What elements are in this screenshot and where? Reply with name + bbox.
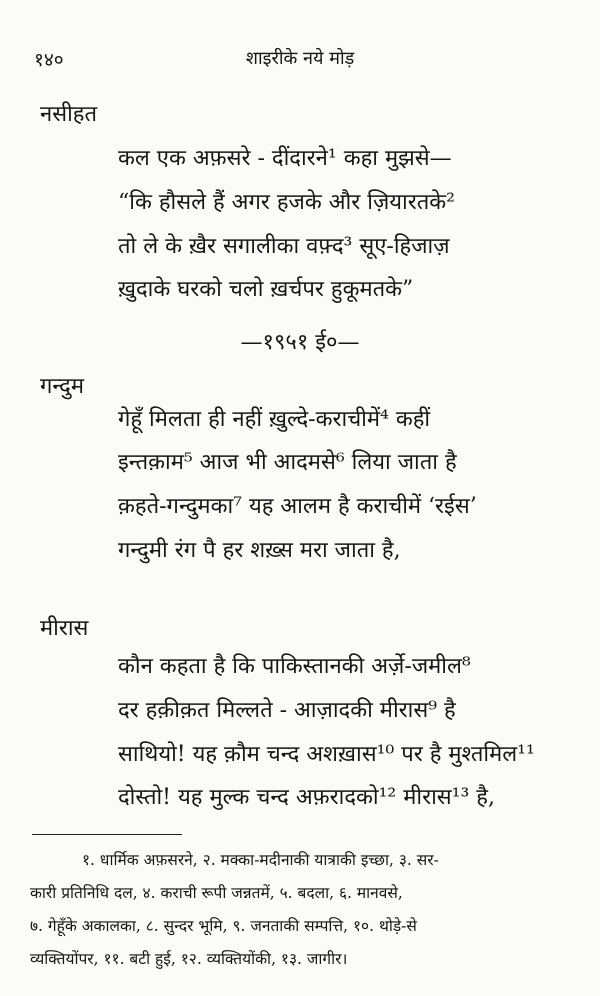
verse-line: ख़ुदाके घरको चलो ख़र्चपर हुकूमतके”	[118, 277, 414, 302]
verse-line: दोस्तो! यह मुल्क चन्द अफ़रादको¹² मीरास¹³ है,	[118, 785, 495, 810]
verse-line: दर हक़ीक़त मिल्लते - आज़ादकी मीरास⁹ है	[118, 698, 456, 723]
verse-line: गन्दुमी रंग पै हर शख़्स मरा जाता है,	[118, 538, 401, 563]
verse-line: इन्तक़ाम⁵ आज भी आदमसे⁶ लिया जाता है	[118, 450, 457, 475]
footnote-line: व्यक्तियोंपर, ११. बटी हुई, १२. व्यक्तियोंकी, १३. जागीर।	[30, 950, 348, 968]
verse-line: गेहूँ मिलता ही नहीं ख़ुल्दे-कराचीमें⁴ कहीं	[118, 407, 431, 432]
footnote-line: १. धार्मिक अफ़सरने, २. मक्का-मदीनाकी यात्राकी इच्छा, ३. सर-	[82, 851, 439, 869]
footnotes	[30, 844, 575, 976]
verse-line: साथियो! यह क़ौम चन्द अशख़ास¹⁰ पर है मुश्तमिल¹¹	[118, 742, 535, 767]
section-heading-gandum: गन्दुम	[40, 374, 85, 399]
footnote-line: ७. गेहूँके अकालका, ८. सुन्दर भूमि, ९. जनताकी सम्पत्ति, १०. थोड़े-से	[30, 917, 417, 935]
verse-line: कौन कहता है कि पाकिस्तानकी अर्ज़े-जमील⁸	[118, 654, 471, 679]
section-heading-meeraas: मीरास	[40, 616, 89, 641]
section-heading-naseehat: नसीहत	[40, 102, 98, 127]
verse-line: “कि हौसले हैं अगर हजके और ज़ियारतके²	[118, 190, 455, 215]
verse-line: क़हते-गन्दुमका⁷ यह आलम है कराचीमें ‘रईस’	[118, 494, 477, 519]
verse-line: तो ले के ख़ैर सगालीका वफ़्द³ सूए-हिजाज़	[118, 234, 450, 259]
verse-line: कल एक अफ़सरे - दींदारने¹ कहा मुझसे—	[118, 146, 452, 171]
footnote-divider	[32, 834, 182, 835]
page-number: १४०	[34, 49, 64, 71]
date-line: —१९५१ ई०—	[240, 330, 360, 355]
running-title: शाइरीके नये मोड़	[245, 48, 355, 69]
footnote-line: कारी प्रतिनिधि दल, ४. कराची रूपी जन्नतमें, ५. बदला, ६. मानवसे,	[30, 884, 403, 902]
